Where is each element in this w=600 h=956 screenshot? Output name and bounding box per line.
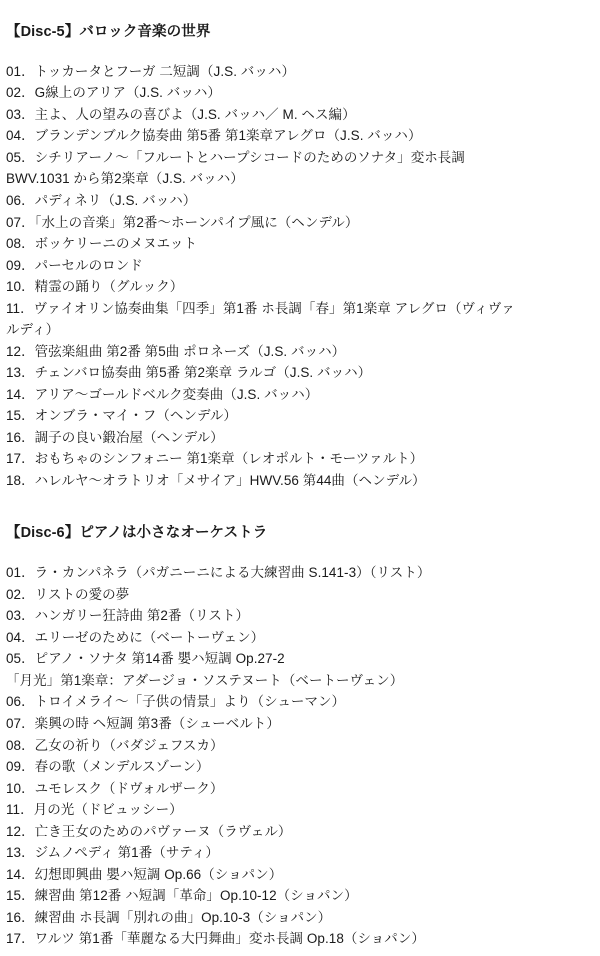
- list-item: ルディ）: [6, 322, 60, 338]
- list-item: 03．主よ、人の望みの喜びよ（J.S. バッハ／ M. ヘス編）: [6, 106, 356, 122]
- list-item: 05．ピアノ・ソナタ 第14番 嬰ハ短調 Op.27-2: [6, 651, 285, 667]
- disc-section-5: [0, 20, 600, 491]
- list-item: 08．ボッケリーニのメヌエット: [6, 236, 197, 252]
- list-item: 15．練習曲 第12番 ハ短調「革命」Op.10-12（ショパン）: [6, 888, 358, 904]
- list-item: 16．練習曲 ホ長調「別れの曲」Op.10-3（ショパン）: [6, 909, 332, 925]
- list-item: 02．G線上のアリア（J.S. バッハ）: [6, 85, 221, 101]
- list-item: 02．リストの愛の夢: [6, 586, 130, 602]
- list-item: 07．「水上の音楽」第2番～ホーンパイプ風に（ヘンデル）: [6, 214, 359, 230]
- list-item: 07．楽興の時 ヘ短調 第3番（シューベルト）: [6, 715, 280, 731]
- list-item: 「月光」第1楽章：アダージョ・ソステヌート（ベートーヴェン）: [6, 672, 404, 688]
- list-item: 13．チェンバロ協奏曲 第5番 第2楽章 ラルゴ（J.S. バッハ）: [6, 365, 372, 381]
- list-item: 09．春の歌（メンデルスゾーン）: [6, 759, 210, 775]
- list-item: 17．おもちゃのシンフォニー 第1楽章（レオポルト・モーツァルト）: [6, 451, 424, 467]
- list-item: 09．パーセルのロンド: [6, 257, 143, 273]
- list-item: 10．精霊の踊り（グルック）: [6, 279, 184, 295]
- list-item: 15．オンブラ・マイ・フ（ヘンデル）: [6, 408, 237, 424]
- list-item: 11．月の光（ドビュッシー）: [6, 802, 183, 818]
- list-item: 03．ハンガリー狂詩曲 第2番（リスト）: [6, 608, 250, 624]
- list-item: 14．幻想即興曲 嬰ハ短調 Op.66（ショパン）: [6, 866, 283, 882]
- list-item: 04．エリーゼのために（ベートーヴェン）: [6, 629, 265, 645]
- list-item: 01．ラ・カンパネラ（パガニーニによる大練習曲 S.141-3）（リスト）: [6, 565, 431, 581]
- list-item: 01．トッカータとフーガ 二短調（J.S. バッハ）: [6, 63, 295, 79]
- list-item: 17．ワルツ 第1番「華麗なる大円舞曲」変ホ長調 Op.18（ショパン）: [6, 931, 425, 947]
- list-item: 10．ユモレスク（ドヴォルザーク）: [6, 780, 224, 796]
- list-item: 05．シチリアーノ～「フルートとハープシコードのためのソナタ」変ホ長調: [6, 149, 465, 165]
- list-item: 18．ハレルヤ～オラトリオ「メサイア」HWV.56 第44曲（ヘンデル）: [6, 472, 426, 488]
- list-item: 06．パディネリ（J.S. バッハ）: [6, 193, 197, 208]
- track-list-disc-6: [0, 562, 600, 950]
- list-item: BWV.1031 から第2楽章（J.S. バッハ）: [6, 171, 244, 187]
- list-item: 16．調子の良い鍛冶屋（ヘンデル）: [6, 429, 224, 445]
- list-item: 14．アリア～ゴールドベルク変奏曲（J.S. バッハ）: [6, 386, 319, 402]
- list-item: 12．亡き王女のためのパヴァーヌ（ラヴェル）: [6, 823, 292, 839]
- track-list-disc-5: [0, 61, 600, 492]
- section-divider: [0, 491, 600, 509]
- list-item: 06．トロイメライ～「子供の情景」より（シューマン）: [6, 694, 346, 710]
- disc-heading-5: 【Disc-5】バロック音楽の世界: [6, 24, 211, 41]
- list-item: 12．管弦楽組曲 第2番 第5曲 ポロネーズ（J.S. バッハ）: [6, 343, 346, 359]
- disc-section-6: [0, 521, 600, 949]
- list-item: 11．ヴァイオリン協奏曲集「四季」第1番 ホ長調「春」第1楽章 アレグロ（ヴィヴァ: [6, 300, 515, 316]
- disc-heading-6: 【Disc-6】ピアノは小さなオーケストラ: [6, 525, 268, 542]
- list-item: 08．乙女の祈り（バダジェフスカ）: [6, 737, 224, 753]
- list-item: 13．ジムノペディ 第1番（サティ）: [6, 845, 219, 861]
- list-item: 04．ブランデンブルク協奏曲 第5番 第1楽章アレグロ（J.S. バッハ）: [6, 128, 422, 144]
